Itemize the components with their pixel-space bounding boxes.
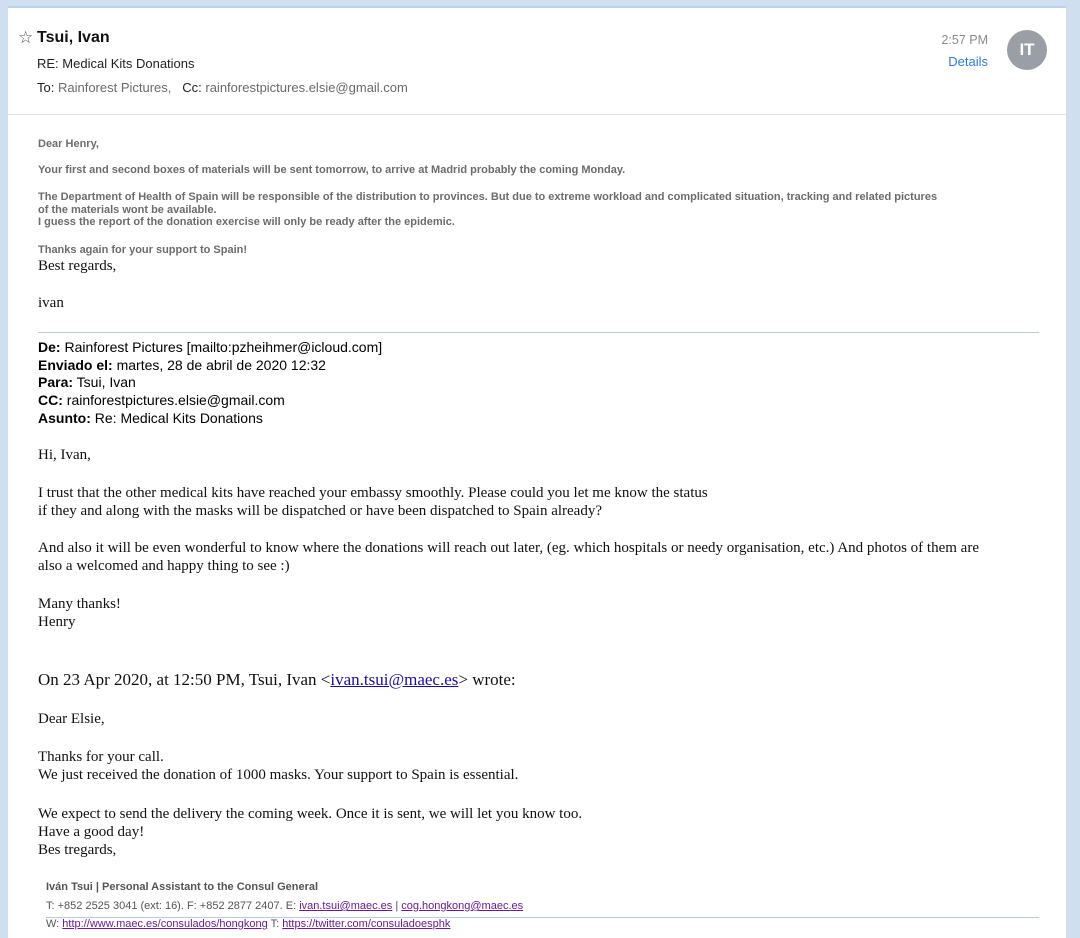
email-link[interactable]: cog.hongkong@maec.es <box>401 900 524 912</box>
details-link[interactable]: Details <box>948 54 988 69</box>
quoted-header: De: Rainforest Pictures [mailto:pzheihmer@icloud.com] Enviado el: martes, 28 de abril de 2020 12:32 Para: Tsui, Ivan CC: rainforestpictures.elsie@gmail.com Asunto: Re: Medical Kits Donations <box>38 339 383 426</box>
reply-thanks: Thanks again for your support to Spain! <box>38 244 248 256</box>
reply-greeting: Dear Henry, <box>38 138 99 150</box>
mail-window <box>8 6 1066 938</box>
reply-signature-name: ivan <box>38 295 64 311</box>
website-link[interactable]: http://www.maec.es/consulados/hongkong <box>62 918 268 930</box>
to-label: To: <box>37 80 55 95</box>
quote-attribution: On 23 Apr 2020, at 12:50 PM, Tsui, Ivan <ivan.tsui@maec.es> wrote: <box>38 670 516 689</box>
cc-label: Cc: <box>182 80 202 95</box>
message-subject: RE: Medical Kits Donations <box>37 56 195 71</box>
to-recipient[interactable]: Rainforest Pictures, <box>57 80 172 95</box>
star-icon[interactable]: ☆ <box>18 28 34 47</box>
message-header <box>8 8 1066 115</box>
message-time: 2:57 PM <box>941 33 988 47</box>
earlier-greeting: Dear Elsie, <box>38 711 105 727</box>
quote-separator <box>38 332 1039 333</box>
signature-web: W: http://www.maec.es/consulados/hongkong T: https://twitter.com/consuladoesphk <box>46 918 451 930</box>
earlier-paragraph: Thanks for your call. We just received the donation of 1000 masks. Your support to Spain is essential. <box>38 749 519 783</box>
henry-greeting: Hi, Ivan, <box>38 447 91 463</box>
email-link[interactable]: ivan.tsui@maec.es <box>330 670 459 689</box>
reply-paragraph: The Department of Health of Spain will be responsible of the distribution to provinces. But due to extreme workload and complicated situation, tracking and related pictures of the materials wont be available. I guess the report of the donation exercise will only be ready after the epidemic. <box>38 191 938 228</box>
signature-title: Iván Tsui | Personal Assistant to the Consul General <box>46 881 319 893</box>
email-link[interactable]: ivan.tsui@maec.es <box>299 900 393 912</box>
recipients-line <box>37 80 408 95</box>
earlier-paragraph: We expect to send the delivery the coming week. Once it is sent, we will let you know too. Have a good day! Bes tregards, <box>38 806 583 858</box>
reply-paragraph: Your first and second boxes of materials will be sent tomorrow, to arrive at Madrid probably the coming Monday. <box>38 164 626 176</box>
reply-regards: Best regards, <box>38 258 117 274</box>
henry-closing: Many thanks! Henry <box>38 596 121 630</box>
henry-paragraph: And also it will be even wonderful to know where the donations will reach out later, (eg. which hospitals or needy organisation, etc.) And photos of them are also a welcomed and happy thing to see :) <box>38 540 979 574</box>
avatar: IT <box>1007 30 1047 70</box>
cc-recipient[interactable]: rainforestpictures.elsie@gmail.com <box>205 80 408 95</box>
sender-name[interactable]: Tsui, Ivan <box>37 29 110 46</box>
henry-paragraph: I trust that the other medical kits have reached your embassy smoothly. Please could you let me know the status if they and along with the masks will be dispatched or have been dispatched to Spain already? <box>38 485 708 519</box>
signature-contact: T: +852 2525 3041 (ext: 16). F: +852 2877 2407. E: ivan.tsui@maec.es | cog.hongkong@maec.es <box>46 900 524 912</box>
twitter-link[interactable]: https://twitter.com/consuladoesphk <box>282 918 451 930</box>
